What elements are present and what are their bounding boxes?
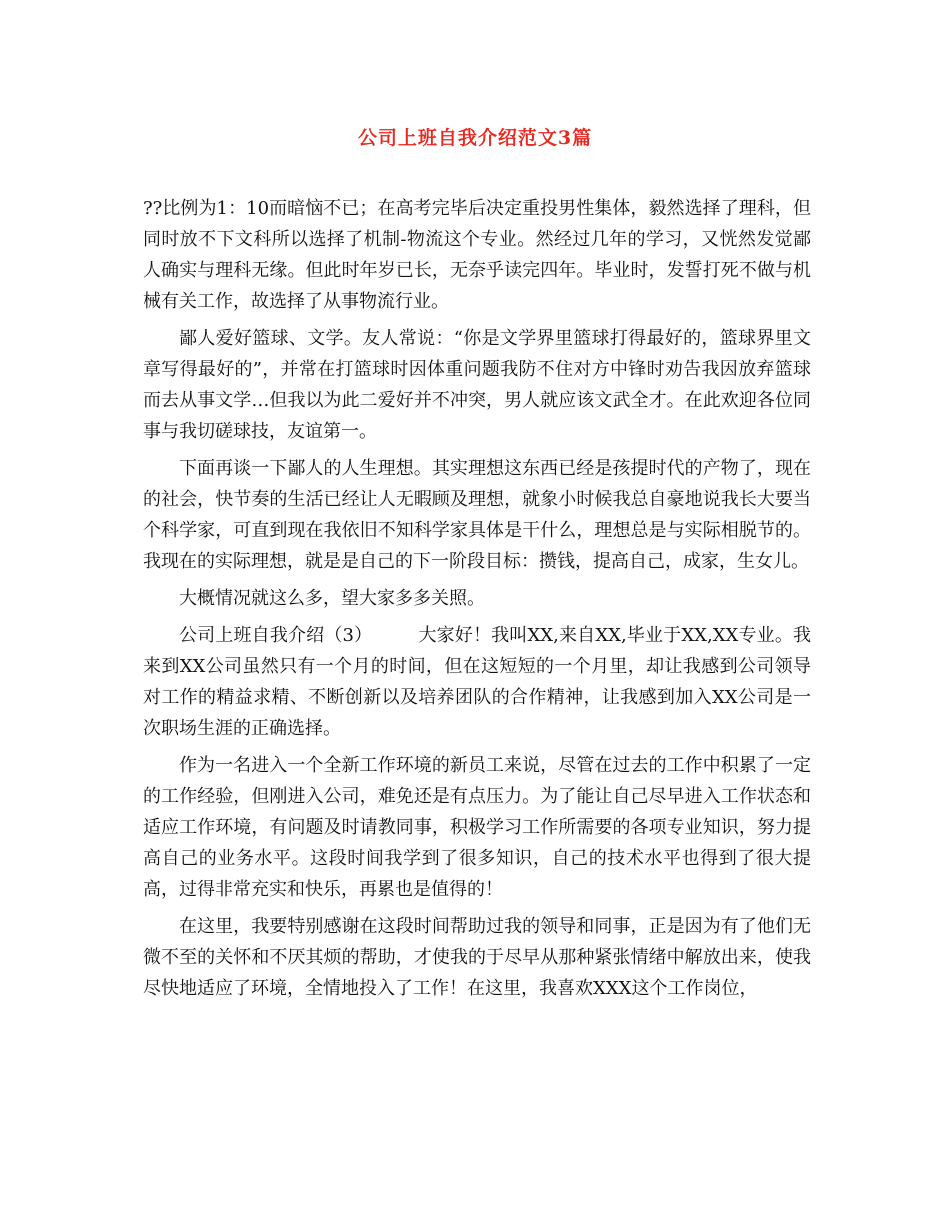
section-3-heading: 公司上班自我介绍（3）	[179, 625, 373, 646]
paragraph-7: 在这里，我要特别感谢在这段时间帮助过我的领导和同事，正是因为有了他们无微不至的关怀和不厌其烦的帮助，才使我的于尽早从那种紧张情绪中解放出来，使我尽快地适应了环境，全情地投入了工作！在这里，我喜欢XXX这个工作岗位，	[143, 916, 811, 999]
paragraph-1: ??比例为1：10而暗恼不已；在高考完毕后决定重投男性集体，毅然选择了理科，但同时放不下文科所以选择了机制-物流这个专业。然经过几年的学习，又恍然发觉鄙人确实与理科无缘。但此时年岁已长，无奈乎读完四年。毕业时，发誓打死不做与机械有关工作，故选择了从事物流行业。	[143, 198, 811, 312]
paragraph-2: 鄙人爱好篮球、文学。友人常说：“你是文学界里篮球打得最好的，篮球界里文章写得最好的”，并常在打篮球时因体重问题我防不住对方中锋时劝告我因放弃篮球而去从事文学…但我以为此二爱好并不冲突，男人就应该文武全才。在此欢迎各位同事与我切磋球技，友谊第一。	[143, 328, 811, 442]
section-3-paragraph	[143, 620, 811, 744]
paragraph-3: 下面再谈一下鄙人的人生理想。其实理想这东西已经是孩提时代的产物了，现在的社会，快节奏的生活已经让人无暇顾及理想，就象小时候我总自豪地说我长大要当个科学家，可直到现在我依旧不知科学家具体是干什么，理想总是与实际相脱节的。我现在的实际理想，就是是自己的下一阶段目标：攒钱，提高自己，成家，生女儿。	[143, 458, 811, 572]
document-body	[143, 193, 811, 1010]
document-title: 公司上班自我介绍范文3篇	[357, 127, 593, 149]
section-3-lead: 大家好！我叫XX,来自XX,毕业于XX,XX专业。我来到XX公司虽然只有一个月的时间，但在这短短的一个月里，却让我感到公司领导对工作的精益求精、不断创新以及培养团队的合作精神，让我感到加入XX公司是一次职场生涯的正确选择。	[143, 625, 811, 739]
paragraph-6: 作为一名进入一个全新工作环境的新员工来说，尽管在过去的工作中积累了一定的工作经验，但刚进入公司，难免还是有点压力。为了能让自己尽早进入工作状态和适应工作环境，有问题及时请教同事，积极学习工作所需要的各项专业知识，努力提高自己的业务水平。这段时间我学到了很多知识，自己的技术水平也得到了很大提高，过得非常充实和快乐，再累也是值得的！	[143, 755, 811, 900]
paragraph-4: 大概情况就这么多，望大家多多关照。	[179, 588, 485, 609]
